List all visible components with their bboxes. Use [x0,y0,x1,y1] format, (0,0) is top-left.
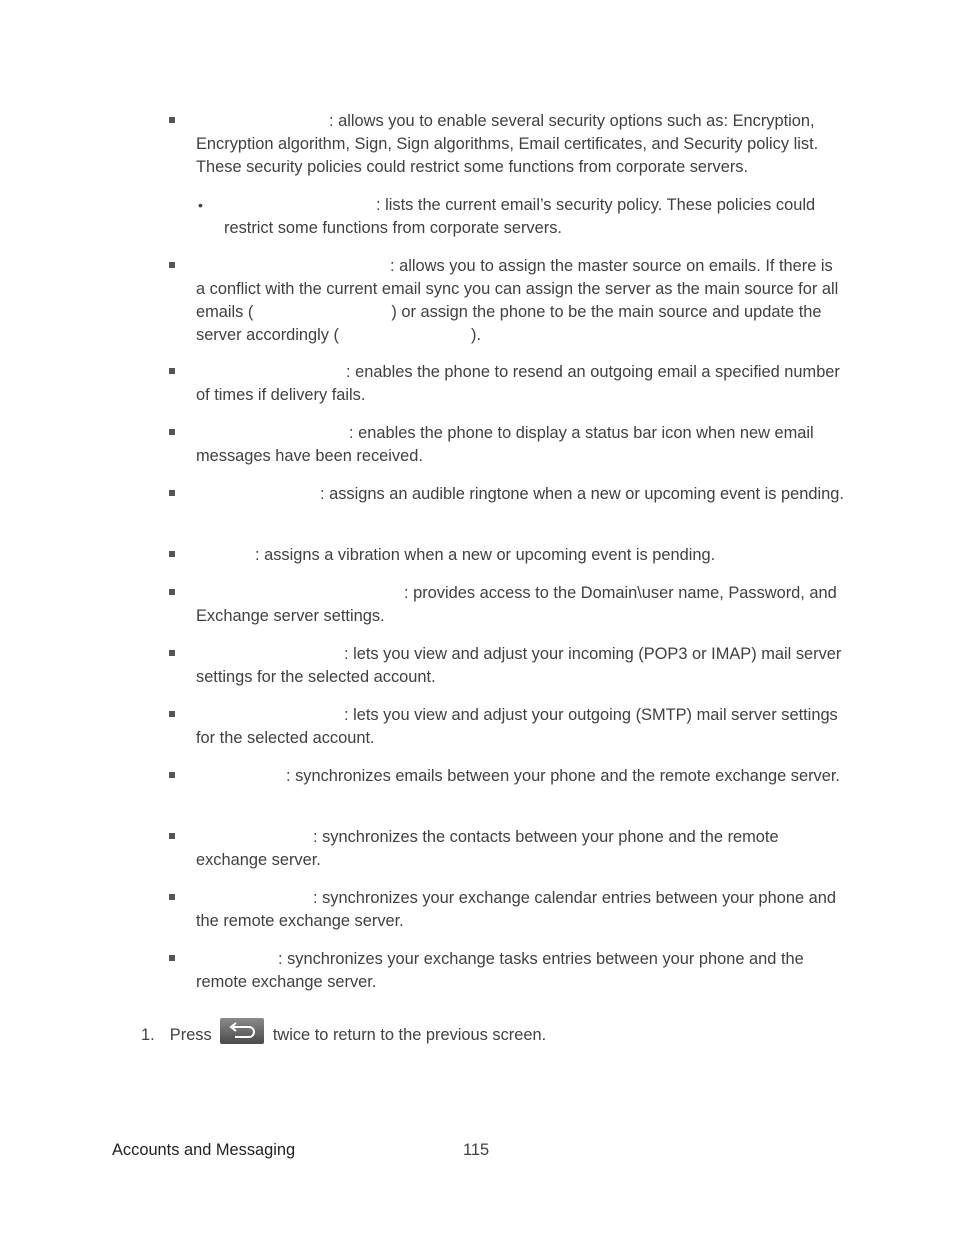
bullet-square [169,551,175,557]
list-item: : provides access to the Domain\user name, Password, and Exchange server settings. [196,584,837,625]
list-item: : enables the phone to resend an outgoing email a specified number of times if delivery fails. [196,363,840,404]
bullet-square [169,589,175,595]
list-item: : allows you to assign the master source on emails. If there is a conflict with the current email sync you can assign the server as the main source for all emails ( ) or assign the phone to be the main source and update the server accordingly ( ). [196,257,839,344]
list-item: : allows you to enable several security options such as: Encryption, Encryption algorithm, Sign, Sign algorithms, Email certificates, and Security policy list. These security policies could restrict some functions from corporate servers. [196,112,819,176]
bullet-square [169,490,175,496]
list-item: : assigns a vibration when a new or upcoming event is pending. [255,546,716,564]
bullet-square [169,262,175,268]
bullet-square [169,894,175,900]
back-arrow-icon [220,1018,264,1044]
list-item: : enables the phone to display a status bar icon when new email messages have been received. [196,424,814,465]
bullet-square [169,772,175,778]
list-item: : assigns an audible ringtone when a new or upcoming event is pending. [320,485,844,503]
bullet-square [169,955,175,961]
list-item: : synchronizes emails between your phone and the remote exchange server. [286,767,840,785]
bullet-square [169,711,175,717]
list-item: : synchronizes your exchange calendar entries between your phone and the remote exchange server. [196,889,837,930]
bullet-square [169,117,175,123]
bullet-square [169,833,175,839]
bullet-square [169,429,175,435]
bullet-square [169,650,175,656]
numbered-step: 1. Press twice to return to the previous screen. [141,1018,546,1047]
bullet-dot: • [198,197,203,213]
list-item: : synchronizes your exchange tasks entries between your phone and the remote exchange server. [196,950,804,991]
page-number: 115 [463,1141,490,1159]
list-item: : lets you view and adjust your incoming (POP3 or IMAP) mail server settings for the selected account. [196,645,842,686]
list-item: : lets you view and adjust your outgoing (SMTP) mail server settings for the selected account. [196,706,838,747]
bullet-square [169,368,175,374]
list-item: : lists the current email’s security policy. These policies could restrict some functions from corporate servers. [224,196,816,237]
list-item: : synchronizes the contacts between your phone and the remote exchange server. [196,828,779,869]
footer-section-title: Accounts and Messaging [112,1141,296,1159]
